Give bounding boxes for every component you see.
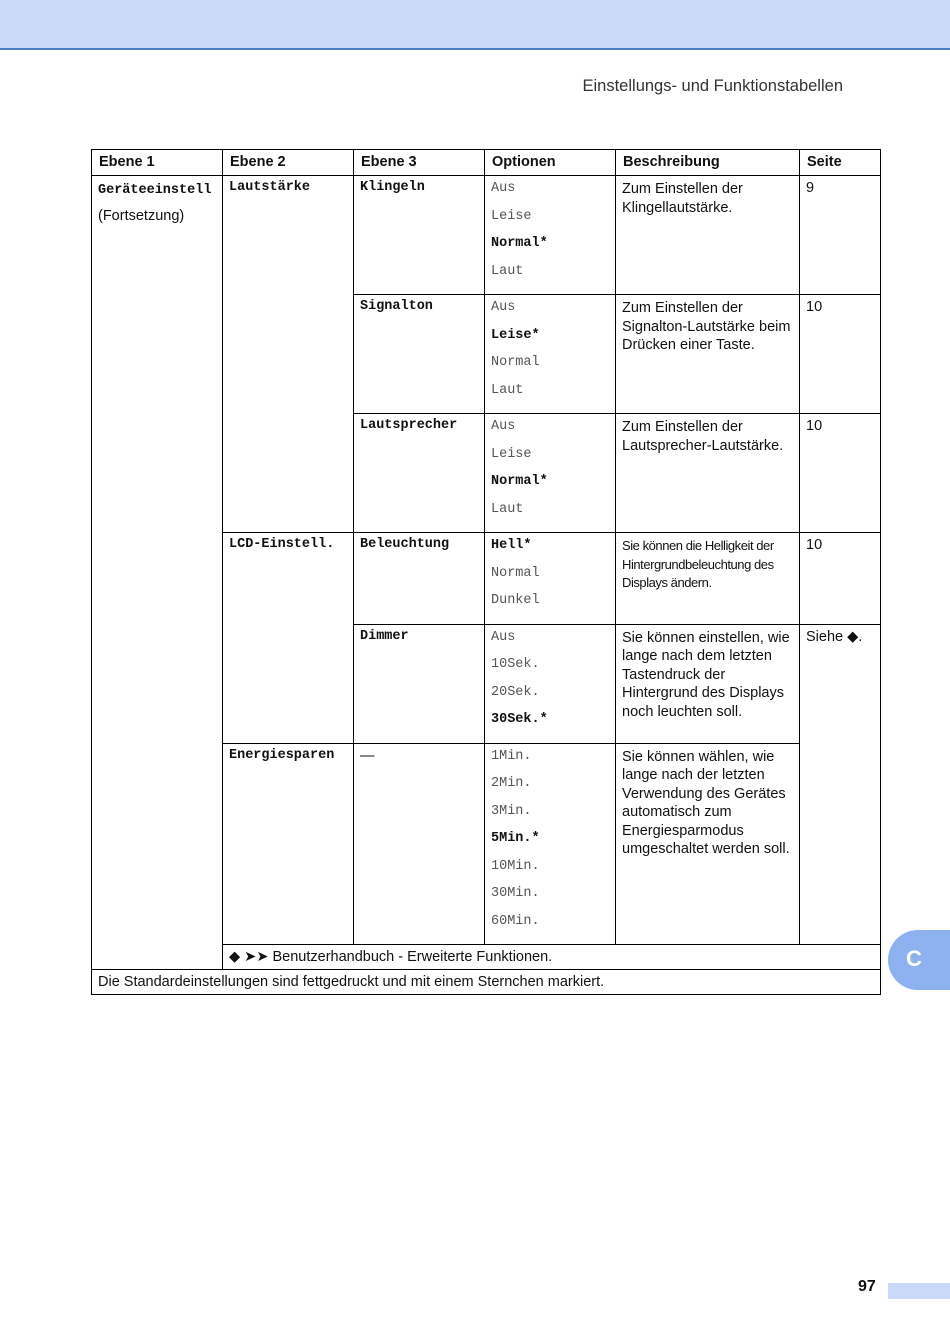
page-cell <box>800 176 881 295</box>
options-cell <box>485 624 616 743</box>
top-header-band <box>0 0 950 50</box>
option-value: 1Min. <box>491 748 532 764</box>
column-header: Seite <box>800 150 881 176</box>
footnote-defaults: Die Standardeinstellungen sind fettgedruckt und mit einem Sternchen markiert. <box>92 970 881 995</box>
page-cell <box>800 295 881 414</box>
option-default: 5Min.* <box>491 831 540 846</box>
description-cell <box>616 414 800 533</box>
table-row <box>92 176 881 295</box>
footnote-row <box>92 970 881 995</box>
page-ref: 9 <box>806 180 815 196</box>
option-value: Laut <box>491 382 524 398</box>
option-value: Leise <box>491 446 532 462</box>
option-value: Normal <box>491 565 540 581</box>
description-cell <box>616 176 800 295</box>
level2-lautstaerke: Lautstärke <box>223 176 354 533</box>
page-number-bar <box>888 1283 950 1299</box>
option-value: Aus <box>491 181 516 196</box>
level3-klingeln: Klingeln <box>354 176 485 295</box>
level2-energiesparen: Energiesparen <box>223 743 354 945</box>
option-value: 2Min. <box>491 776 532 791</box>
option-value: Aus <box>491 629 516 645</box>
page-cell <box>800 533 881 625</box>
option-value: 60Min. <box>491 913 540 929</box>
description-text: Sie können einstellen, wie lange nach dem letzten Tastendruck der Hintergrund des Displays noch leuchten soll. <box>622 629 790 720</box>
page-ref: Siehe ◆. <box>806 628 863 645</box>
footnote-reference: ◆ ➤➤ Benutzerhandbuch - Erweiterte Funktionen. <box>223 945 881 970</box>
column-header: Beschreibung <box>616 150 800 176</box>
level2-lcd-einstell: LCD-Einstell. <box>223 533 354 744</box>
column-header: Ebene 2 <box>223 150 354 176</box>
description-cell <box>616 624 800 743</box>
option-value: Normal <box>491 355 540 370</box>
description-text: Zum Einstellen der Signalton-Lautstärke beim Drücken einer Taste. <box>622 300 791 354</box>
options-cell <box>485 295 616 414</box>
options-cell <box>485 533 616 625</box>
option-value: 10Sek. <box>491 657 540 672</box>
option-value: 20Sek. <box>491 684 540 700</box>
options-cell <box>485 176 616 295</box>
level1-label: Geräteeinstell <box>98 183 212 198</box>
option-value: Laut <box>491 501 524 517</box>
page-ref: 10 <box>806 537 823 553</box>
option-default: 30Sek.* <box>491 712 548 727</box>
option-default: Normal* <box>491 474 548 489</box>
option-default: Normal* <box>491 236 548 251</box>
page-ref: 10 <box>806 299 823 315</box>
chapter-tab-letter: C <box>906 946 922 971</box>
description-text: Sie können wählen, wie lange nach der letzten Verwendung des Gerätes automatisch zum Energiesparmodus umgeschaltet werden soll. <box>622 748 790 858</box>
description-text: Zum Einstellen der Lautsprecher-Lautstärke. <box>622 419 784 454</box>
level3-dimmer: Dimmer <box>354 624 485 743</box>
column-header: Optionen <box>485 150 616 176</box>
description-cell <box>616 743 800 945</box>
option-value: 10Min. <box>491 858 540 874</box>
option-value: Dunkel <box>491 593 540 608</box>
option-value: 3Min. <box>491 803 532 819</box>
table-header-row <box>92 150 881 176</box>
description-text: Sie können die Helligkeit der Hintergrundbeleuchtung des Displays ändern. <box>622 538 774 591</box>
description-cell <box>616 533 800 625</box>
column-header: Ebene 3 <box>354 150 485 176</box>
description-cell <box>616 295 800 414</box>
page-cell <box>800 624 881 945</box>
page-cell <box>800 414 881 533</box>
level3-lautsprecher: Lautsprecher <box>354 414 485 533</box>
option-value: Laut <box>491 263 524 279</box>
page-ref: 10 <box>806 418 823 434</box>
option-default: Hell* <box>491 538 532 553</box>
options-cell <box>485 743 616 945</box>
description-text: Zum Einstellen der Klingellautstärke. <box>622 181 743 216</box>
level3-beleuchtung: Beleuchtung <box>354 533 485 625</box>
option-value: Leise <box>491 208 532 224</box>
level1-cell <box>92 176 223 970</box>
level1-note: (Fortsetzung) <box>98 208 185 224</box>
options-cell <box>485 414 616 533</box>
settings-table <box>91 149 881 995</box>
page-number: 97 <box>858 1278 876 1295</box>
option-value: Aus <box>491 419 516 434</box>
level3-signalton: Signalton <box>354 295 485 414</box>
level3-none: — <box>354 743 485 945</box>
running-title: Einstellungs- und Funktionstabellen <box>582 77 843 95</box>
option-value: 30Min. <box>491 886 540 901</box>
column-header: Ebene 1 <box>92 150 223 176</box>
option-default: Leise* <box>491 327 540 343</box>
option-value: Aus <box>491 300 516 315</box>
chapter-tab <box>888 930 950 990</box>
